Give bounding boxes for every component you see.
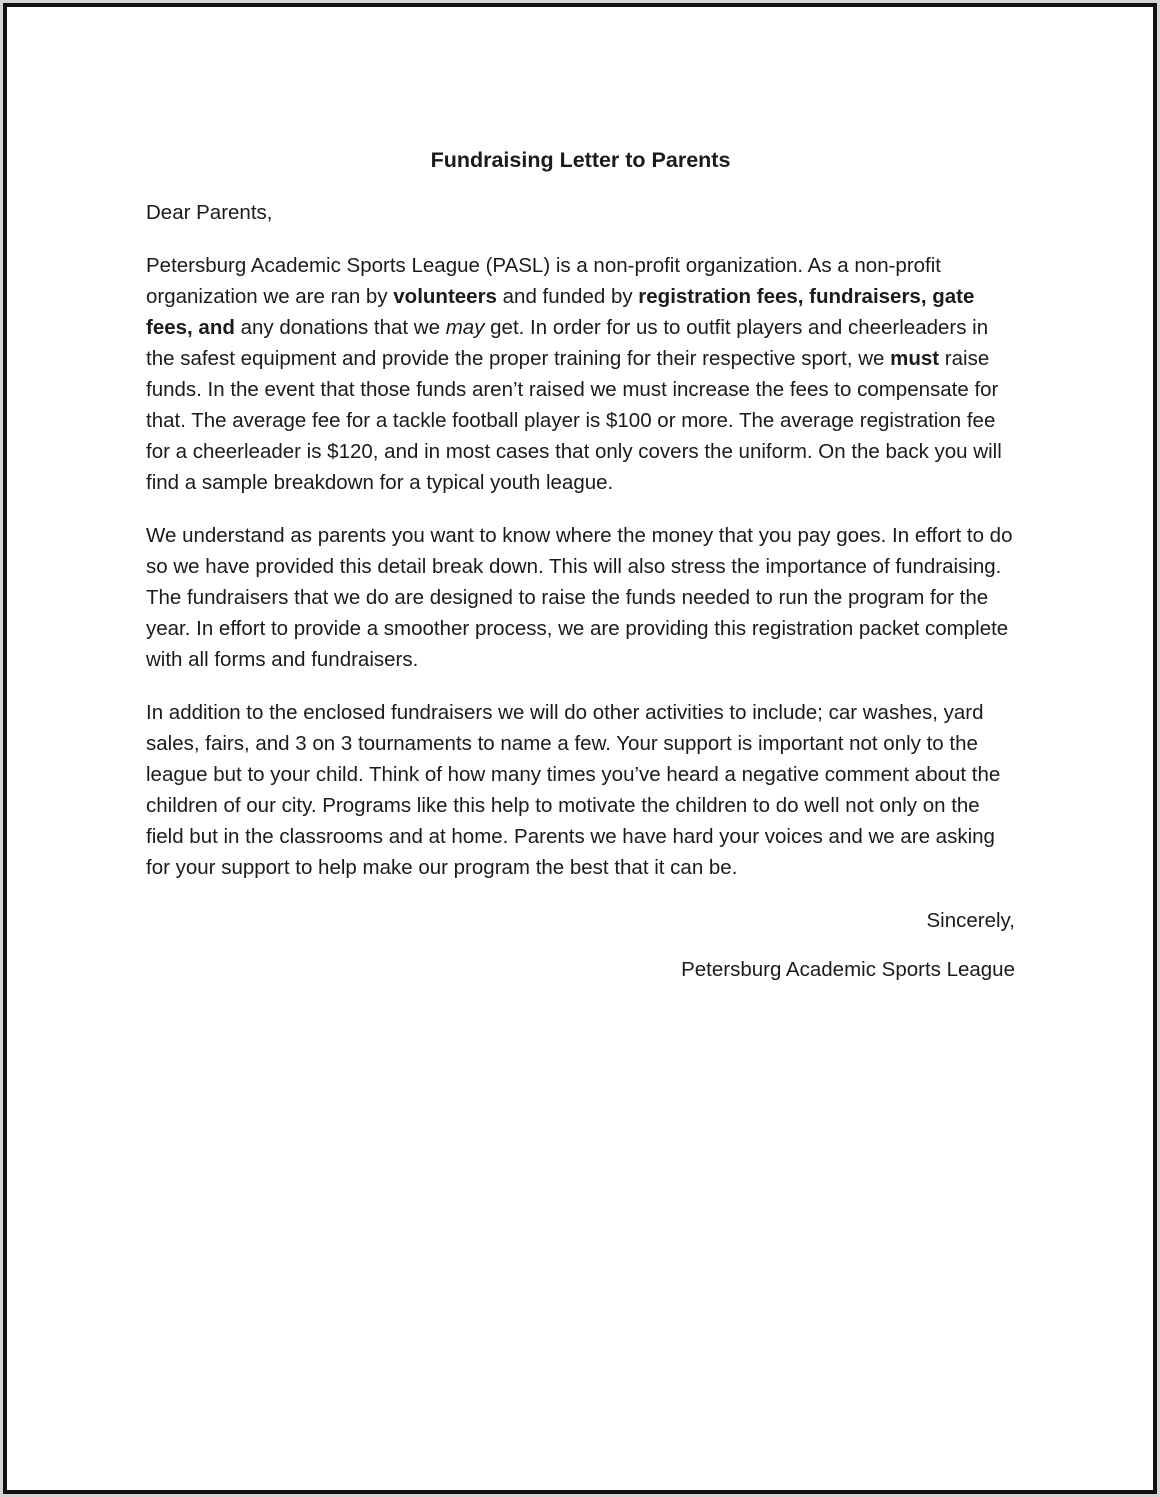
letter-content — [7, 7, 1153, 1490]
text-run: In addition to the enclosed fundraisers we will do other activities to include; car washes, yard sales, fairs, and 3 on 3 tournaments to name a few. Your support is important not only to the league but to your child. Think of how many times you’ve heard a negative comment about the children of our city. Programs like this help to motivate the children to do well not only on the field but in the classrooms and at home. Parents we have hard your voices and we are asking for your support to help make our program the best that it can be. — [146, 701, 1001, 879]
paragraph — [146, 520, 1015, 675]
text-run: get. In order for us to outfit players and cheerleaders in the safest equipment and provide the proper training for their respective sport, we — [146, 316, 989, 370]
text-run: registration fees, fundraisers, gate fees, and — [146, 285, 975, 339]
text-run: and funded by — [496, 285, 639, 308]
letter-page — [3, 3, 1157, 1494]
text-run: volunteers — [393, 285, 497, 308]
text-run: must — [890, 347, 940, 370]
text-run: Petersburg Academic Sports League (PASL) is a non-profit organization. As a non-profit organization we are ran by — [146, 254, 942, 308]
letter-title: Fundraising Letter to Parents — [430, 148, 731, 172]
text-run: may — [445, 316, 485, 339]
salutation: Dear Parents, — [146, 201, 273, 224]
text-run: We understand as parents you want to know where the money that you pay goes. In effort to do so we have provided this detail break down. This will also stress the importance of fundraising. The fundraisers that we do are designed to raise the funds needed to run the program for the year. In effort to provide a smoother process, we are providing this registration packet complete with all forms and fundraisers. — [146, 524, 1013, 671]
text-run: raise funds. In the event that those funds aren’t raised we must increase the fees to compensate for that. The average fee for a tackle football player is $100 or more. The average registration fee for a cheerleader is $120, and in most cases that only covers the uniform. On the back you will find a sample breakdown for a typical youth league. — [146, 347, 1002, 494]
signature: Petersburg Academic Sports League — [681, 958, 1015, 981]
paragraph — [146, 697, 1015, 883]
signoff: Sincerely, — [926, 909, 1015, 932]
text-run: any donations that we — [234, 316, 446, 339]
paragraph — [146, 250, 1015, 498]
letter-body — [146, 250, 1015, 883]
